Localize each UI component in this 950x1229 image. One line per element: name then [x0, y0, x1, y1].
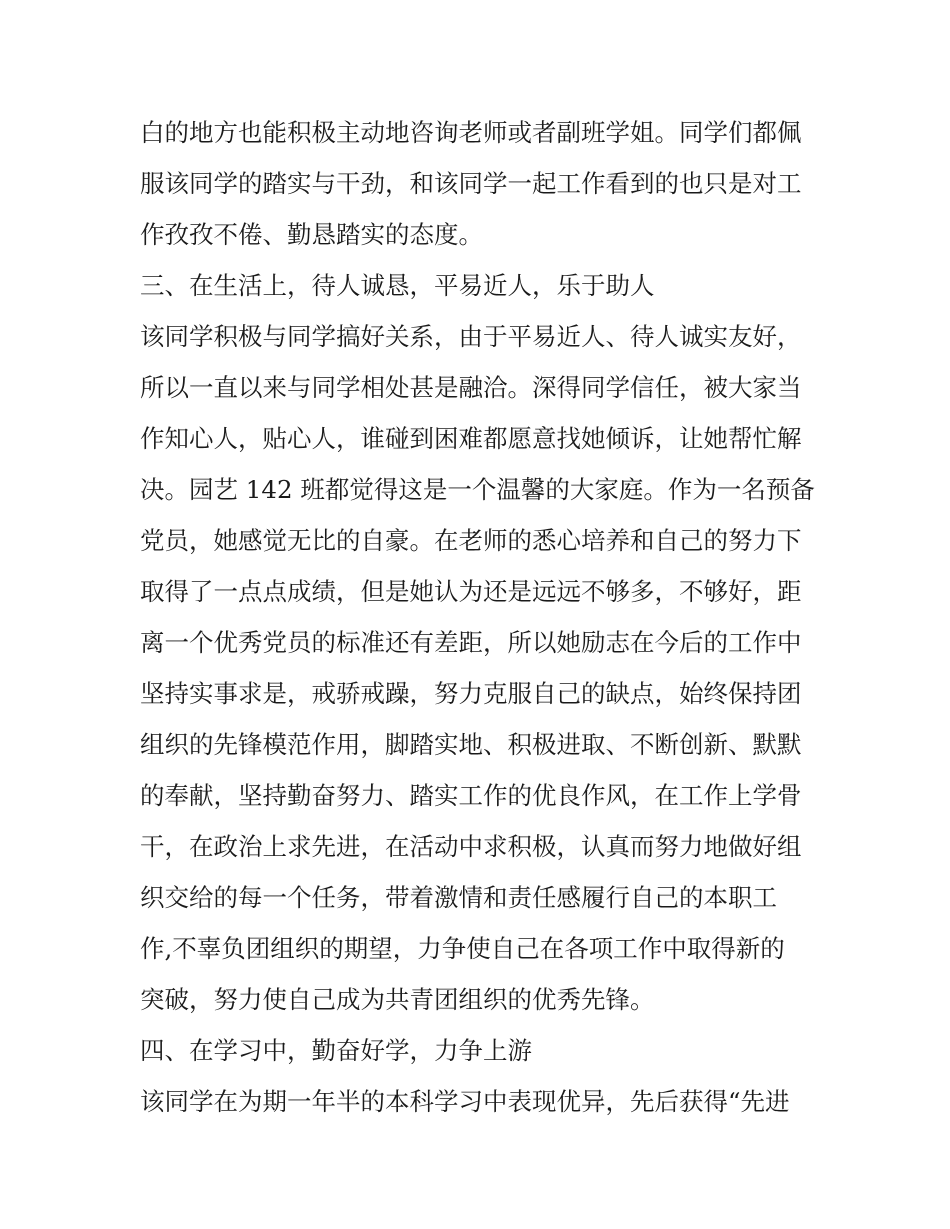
text-line-20: 该同学在为期一年半的本科学习中表现优异，先后获得“先进	[140, 1087, 790, 1116]
text-line-14: 的奉献，坚持勤奋努力、踏实工作的优良作风，在工作上学骨	[140, 781, 802, 810]
text-line-6: 所以一直以来与同学相处甚是融洽。深得同学信任，被大家当	[140, 373, 802, 402]
text-line-2: 服该同学的踏实与干劲，和该同学一起工作看到的也只是对工	[140, 169, 802, 198]
section-heading-3: 三、在生活上，待人诚恳，平易近人，乐于助人	[140, 271, 655, 300]
text-line-9: 党员，她感觉无比的自豪。在老师的悉心培养和自己的努力下	[140, 526, 802, 555]
section-heading-4: 四、在学习中，勤奋好学，力争上游	[140, 1036, 532, 1065]
document-body	[140, 107, 820, 1127]
text-line-10: 取得了一点点成绩，但是她认为还是远远不够多，不够好，距	[140, 577, 802, 606]
text-line-13: 组织的先锋模范作用，脚踏实地、积极进取、不断创新、默默	[140, 730, 802, 759]
text-line-15: 干，在政治上求先进，在活动中求积极，认真而努力地做好组	[140, 832, 802, 861]
text-line-17: 作,不辜负团组织的期望，力争使自己在各项工作中取得新的	[140, 934, 785, 963]
text-line-12: 坚持实事求是，戒骄戒躁，努力克服自己的缺点，始终保持团	[140, 679, 802, 708]
text-line-18: 突破，努力使自己成为共青团组织的优秀先锋。	[140, 985, 655, 1014]
text-line-7: 作知心人，贴心人，谁碰到困难都愿意找她倾诉，让她帮忙解	[140, 424, 802, 453]
text-line-3: 作孜孜不倦、勤恳踏实的态度。	[140, 220, 483, 249]
text-line-8: 决。园艺 142 班都觉得这是一个温馨的大家庭。作为一名预备	[140, 475, 815, 504]
text-line-5: 该同学积极与同学搞好关系，由于平易近人、待人诚实友好，	[140, 322, 802, 351]
text-line-16: 织交给的每一个任务，带着激情和责任感履行自己的本职工	[140, 883, 777, 912]
text-line-1: 白的地方也能积极主动地咨询老师或者副班学姐。同学们都佩	[140, 118, 802, 147]
text-line-11: 离一个优秀党员的标准还有差距，所以她励志在今后的工作中	[140, 628, 802, 657]
